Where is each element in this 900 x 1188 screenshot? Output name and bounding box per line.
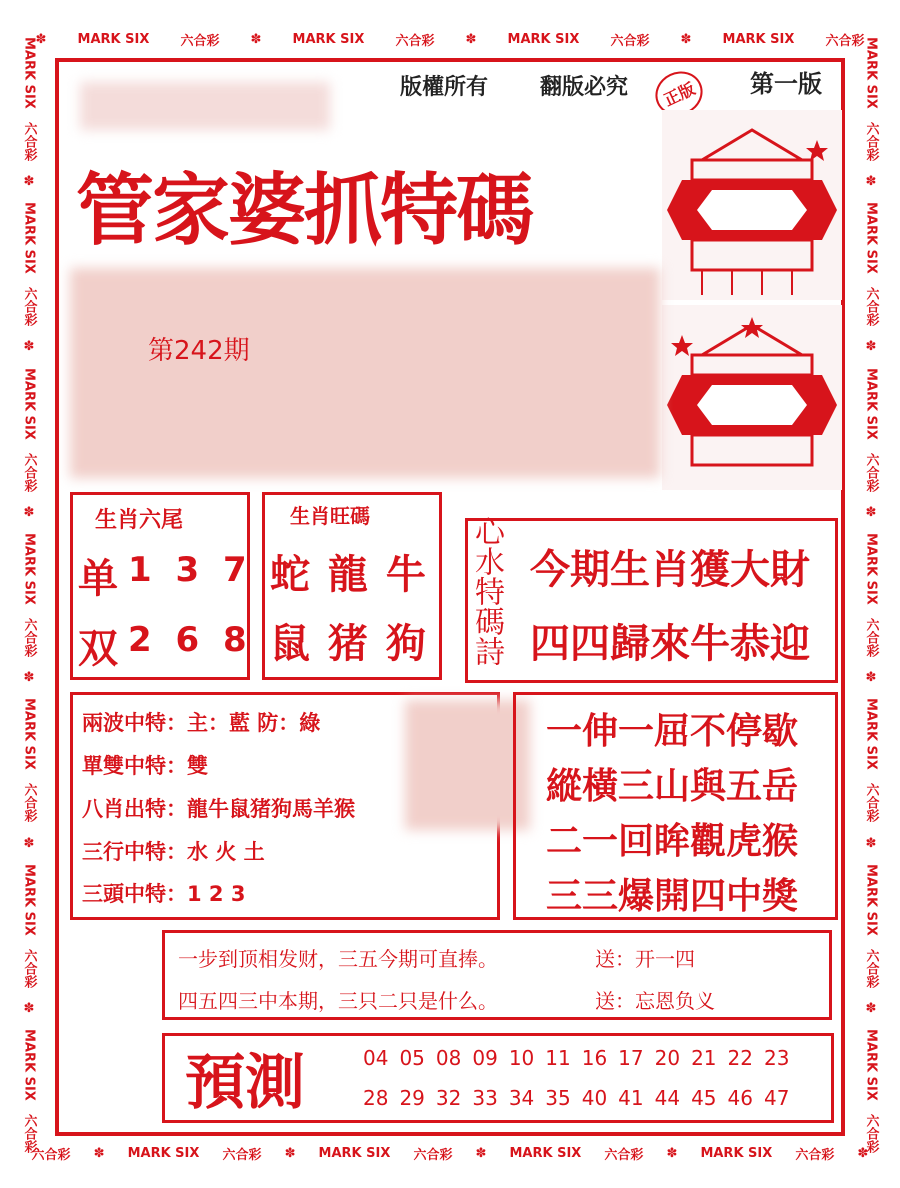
special-row-0 — [82, 707, 320, 737]
prediction-row2 — [363, 1086, 800, 1110]
border-item: ✽ — [21, 173, 37, 189]
border-item: ✽ — [21, 670, 37, 686]
border-item: MARK SIX — [21, 1029, 37, 1102]
poem-line2: 四四歸來牛恭迎 — [530, 621, 810, 667]
border-item: 六合彩 — [395, 33, 435, 49]
border-item: 六合彩 — [863, 1114, 879, 1154]
border-item: MARK SIX — [21, 36, 37, 109]
border-item: 六合彩 — [21, 948, 37, 988]
border-item: ✽ — [21, 339, 37, 355]
zodiac-hot-row2: 鼠 猪 狗 — [270, 621, 428, 667]
blurred-specials-region — [405, 700, 530, 830]
border-item: MARK SIX — [863, 367, 879, 440]
border-item: 六合彩 — [21, 1114, 37, 1154]
border-item: 六合彩 — [413, 1147, 453, 1163]
single-label: 单 — [78, 556, 118, 602]
copyright-text: 版權所有 — [400, 74, 489, 100]
prediction-number: 29 — [399, 1086, 425, 1110]
special-row-1 — [82, 750, 208, 780]
riddle-gift1: 送：开一四 — [595, 947, 695, 971]
border-item: ✽ — [863, 670, 879, 686]
double-label: 双 — [78, 626, 118, 672]
top-border-strip — [20, 26, 880, 52]
border-item: 六合彩 — [863, 783, 879, 823]
prediction-number: 04 — [363, 1046, 389, 1070]
border-item: MARK SIX — [21, 202, 37, 274]
prediction-row1 — [363, 1046, 800, 1070]
prediction-number: 40 — [581, 1086, 608, 1110]
border-item: 六合彩 — [21, 287, 37, 327]
bottom-border-strip — [20, 1140, 880, 1166]
zodiac-hot-title: 生肖旺碼 — [290, 504, 370, 528]
border-item: 六合彩 — [21, 618, 37, 657]
border-item: MARK SIX — [21, 367, 37, 440]
border-item: ✽ — [21, 504, 37, 520]
border-item: MARK SIX — [507, 31, 580, 47]
border-item: MARK SIX — [863, 1029, 879, 1102]
blurred-banner — [70, 268, 660, 478]
special-value: 水 火 土 — [187, 840, 265, 864]
edition-label: 第一版 — [750, 69, 822, 98]
border-item: MARK SIX — [21, 863, 37, 936]
special-value: 主：藍 防：綠 — [187, 711, 321, 735]
poem-line1: 今期生肖獲大財 — [530, 547, 810, 593]
border-item: MARK SIX — [863, 36, 879, 109]
border-item: MARK SIX — [700, 1145, 773, 1161]
border-item: 六合彩 — [863, 121, 879, 161]
border-item: MARK SIX — [863, 698, 879, 771]
border-item: MARK SIX — [127, 1145, 200, 1161]
border-item: 六合彩 — [21, 783, 37, 823]
border-item: ✽ — [863, 339, 879, 355]
poem-side-label: 心水特碼詩 — [469, 516, 504, 666]
special-label: 三行中特： — [82, 840, 187, 864]
lantern-illustration-bottom — [662, 305, 842, 490]
border-item: 六合彩 — [180, 33, 220, 49]
border-item: 六合彩 — [21, 452, 37, 492]
border-item: MARK SIX — [21, 532, 37, 605]
prediction-number: 32 — [435, 1086, 462, 1110]
prediction-number: 08 — [435, 1046, 462, 1070]
border-item: MARK SIX — [318, 1145, 391, 1161]
border-item: MARK SIX — [21, 698, 37, 771]
border-item: MARK SIX — [863, 863, 879, 936]
border-item: ✽ — [475, 1145, 487, 1161]
no-copy-text: 翻版必究 — [540, 74, 629, 100]
prediction-number: 20 — [654, 1046, 681, 1070]
prediction-number: 33 — [472, 1086, 498, 1110]
authentic-seal: 正版 — [648, 64, 710, 123]
riddle-line1: 一步到顶相发财，三五今期可直捧。 — [178, 947, 498, 971]
left-border-strip — [16, 30, 42, 1160]
special-label: 兩波中特： — [82, 711, 187, 735]
prediction-number: 35 — [545, 1086, 571, 1110]
border-item: 六合彩 — [825, 33, 865, 49]
border-item: 六合彩 — [31, 1147, 71, 1163]
riddle-gift2: 送：忘恩负义 — [595, 989, 715, 1013]
prediction-number: 41 — [618, 1086, 644, 1110]
double-digits: 2 6 8 — [128, 620, 253, 660]
lantern-illustration-top — [662, 110, 842, 300]
border-item: ✽ — [863, 1001, 879, 1017]
border-item: ✽ — [863, 504, 879, 520]
border-item: 六合彩 — [222, 1147, 262, 1163]
special-value: 雙 — [187, 754, 208, 778]
special-row-2 — [82, 793, 355, 823]
special-value: 1 2 3 — [187, 882, 246, 906]
border-item: MARK SIX — [863, 532, 879, 605]
right-border-strip — [858, 30, 884, 1160]
border-item: 六合彩 — [863, 287, 879, 327]
special-label: 八肖出特： — [82, 797, 187, 821]
border-item: 六合彩 — [863, 452, 879, 492]
border-item: MARK SIX — [722, 31, 795, 47]
border-item: MARK SIX — [863, 202, 879, 274]
border-item: 六合彩 — [795, 1147, 835, 1163]
blurred-header-region — [80, 82, 330, 130]
riddle-line2: 四五四三中本期，三只二只是什么。 — [178, 989, 498, 1013]
prediction-number: 46 — [727, 1086, 753, 1110]
prediction-number: 23 — [763, 1046, 790, 1070]
border-item: MARK SIX — [292, 31, 365, 47]
border-item: ✽ — [666, 1145, 678, 1161]
border-item: ✽ — [35, 31, 47, 47]
zodiac-hot-row1: 蛇 龍 牛 — [270, 552, 428, 598]
prediction-number: 47 — [763, 1086, 790, 1110]
border-item: ✽ — [465, 31, 477, 47]
prediction-label: 預測 — [185, 1048, 305, 1118]
special-label: 單雙中特： — [82, 754, 187, 778]
prediction-number: 34 — [508, 1086, 535, 1110]
prediction-number: 09 — [472, 1046, 498, 1070]
border-item: ✽ — [857, 1145, 869, 1161]
issue-number: 第242期 — [148, 336, 250, 366]
prediction-number: 10 — [508, 1046, 535, 1070]
prediction-number: 22 — [727, 1046, 753, 1070]
verse-line: 二一回眸觀虎猴 — [546, 821, 799, 862]
verse-line: 縱橫三山與五岳 — [546, 766, 799, 807]
border-item: MARK SIX — [509, 1145, 582, 1161]
special-row-3 — [82, 836, 265, 866]
prediction-number: 28 — [363, 1086, 389, 1110]
page-title: 管家婆抓特碼 — [76, 165, 533, 256]
border-item: MARK SIX — [77, 31, 150, 47]
border-item: 六合彩 — [610, 33, 650, 49]
verse-line: 一伸一屈不停歇 — [546, 711, 799, 752]
special-label: 三頭中特： — [82, 882, 187, 906]
verse-line: 三三爆開四中獎 — [546, 876, 799, 917]
border-item: ✽ — [284, 1145, 296, 1161]
prediction-number: 05 — [399, 1046, 425, 1070]
prediction-number: 44 — [654, 1086, 681, 1110]
prediction-number: 11 — [545, 1046, 571, 1070]
border-item: ✽ — [93, 1145, 105, 1161]
border-item: ✽ — [680, 31, 692, 47]
prediction-number: 16 — [581, 1046, 608, 1070]
border-item: ✽ — [863, 835, 879, 851]
border-item: ✽ — [250, 31, 262, 47]
special-value: 龍牛鼠猪狗馬羊猴 — [187, 797, 355, 821]
border-item: ✽ — [21, 835, 37, 851]
border-item: ✽ — [21, 1001, 37, 1017]
zodiac-six-title: 生肖六尾 — [95, 507, 184, 533]
border-item: ✽ — [863, 173, 879, 189]
border-item: 六合彩 — [863, 948, 879, 988]
prediction-number: 21 — [691, 1046, 717, 1070]
border-item: 六合彩 — [604, 1147, 644, 1163]
special-row-4 — [82, 878, 245, 908]
single-digits: 1 3 7 — [128, 550, 253, 590]
border-item: 六合彩 — [863, 618, 879, 657]
border-item: 六合彩 — [21, 121, 37, 161]
prediction-number: 17 — [618, 1046, 644, 1070]
prediction-number: 45 — [691, 1086, 717, 1110]
